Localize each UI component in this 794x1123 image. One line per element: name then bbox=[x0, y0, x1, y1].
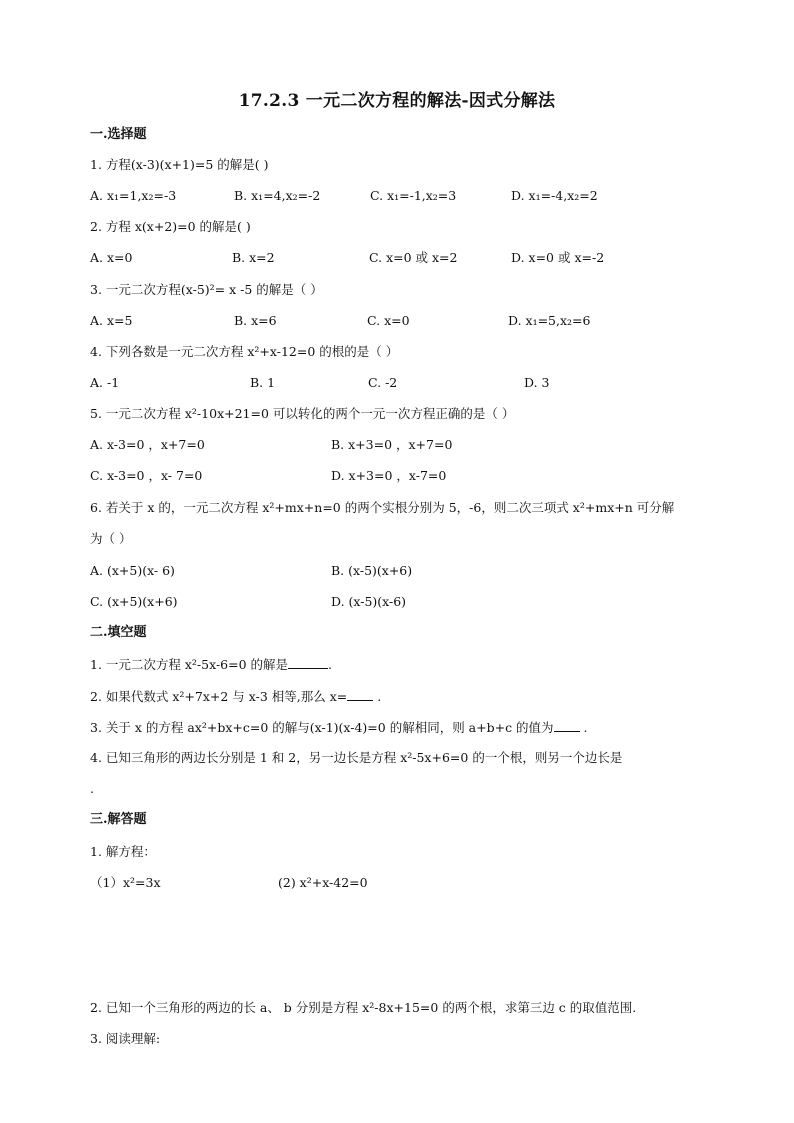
choice-q5-option-c: C. x-3=0 ，x- 7=0 bbox=[90, 468, 203, 483]
fill-q3-blank[interactable] bbox=[554, 719, 580, 732]
choice-q4-option-a: A. -1 bbox=[90, 375, 120, 390]
section-heading-choice: 一.选择题 bbox=[90, 127, 147, 142]
fill-q1-end: . bbox=[328, 657, 333, 672]
fill-q3-end: . bbox=[579, 720, 588, 735]
choice-q6-option-c: C. (x+5)(x+6) bbox=[90, 594, 178, 609]
fill-q4-end: . bbox=[90, 781, 94, 796]
choice-q1-option-a: A. x₁=1,x₂=-3 bbox=[90, 188, 177, 203]
solve-q1-part2: (2) x²+x-42=0 bbox=[278, 875, 368, 890]
choice-q6-stem: 6. 若关于 x 的，一元二次方程 x²+mx+n=0 的两个实根分别为 5，-6，则二次三项式 x²+mx+n 可分解 bbox=[90, 500, 675, 515]
choice-q2-option-b: B. x=2 bbox=[232, 250, 275, 265]
choice-q5-stem: 5. 一元二次方程 x²-10x+21=0 可以转化的两个一元一次方程正确的是（ ） bbox=[90, 406, 515, 421]
choice-q4-option-d: D. 3 bbox=[524, 375, 550, 390]
choice-q1-option-d: D. x₁=-4,x₂=2 bbox=[511, 188, 598, 203]
choice-q5-option-d: D. x+3=0 ，x-7=0 bbox=[331, 468, 447, 483]
solve-q3: 3. 阅读理解: bbox=[90, 1031, 161, 1046]
fill-q1-text: 1. 一元二次方程 x²-5x-6=0 的解是 bbox=[90, 657, 289, 672]
choice-q4-option-c: C. -2 bbox=[368, 375, 398, 390]
choice-q1-stem: 1. 方程(x-3)(x+1)=5 的解是( ) bbox=[90, 157, 269, 172]
choice-q2-option-a: A. x=0 bbox=[90, 250, 133, 265]
page-title: 17.2.3 一元二次方程的解法-因式分解法 bbox=[238, 91, 556, 111]
choice-q4-option-b: B. 1 bbox=[250, 375, 276, 390]
fill-q2 bbox=[90, 688, 381, 705]
choice-q3-option-a: A. x=5 bbox=[90, 313, 133, 328]
choice-q6-option-a: A. (x+5)(x- 6) bbox=[90, 563, 175, 578]
fill-q3-text: 3. 关于 x 的方程 ax²+bx+c=0 的解与(x-1)(x-4)=0 的解相同，则 a+b+c 的值为 bbox=[90, 720, 554, 735]
choice-q1-option-c: C. x₁=-1,x₂=3 bbox=[370, 188, 457, 203]
choice-q6-option-b: B. (x-5)(x+6) bbox=[331, 563, 413, 578]
choice-q3-option-c: C. x=0 bbox=[367, 313, 410, 328]
choice-q3-option-d: D. x₁=5,x₂=6 bbox=[508, 313, 591, 328]
choice-q1-option-b: B. x₁=4,x₂=-2 bbox=[234, 188, 321, 203]
choice-q2-option-c: C. x=0 或 x=2 bbox=[369, 250, 458, 265]
choice-q6-option-d: D. (x-5)(x-6) bbox=[331, 594, 407, 609]
fill-q1 bbox=[90, 656, 332, 673]
choice-q5-option-b: B. x+3=0 ，x+7=0 bbox=[331, 437, 453, 452]
choice-q3-stem: 3. 一元二次方程(x-5)²= x -5 的解是（ ） bbox=[90, 282, 323, 297]
solve-q2: 2. 已知一个三角形的两边的长 a、 b 分别是方程 x²-8x+15=0 的两个根，求第三边 c 的取值范围. bbox=[90, 1000, 637, 1015]
choice-q3-option-b: B. x=6 bbox=[234, 313, 277, 328]
fill-q2-blank[interactable] bbox=[347, 688, 373, 701]
choice-q2-option-d: D. x=0 或 x=-2 bbox=[511, 250, 605, 265]
choice-q4-stem: 4. 下列各数是一元二次方程 x²+x-12=0 的根的是（ ） bbox=[90, 344, 399, 359]
fill-q1-blank[interactable] bbox=[288, 656, 328, 669]
choice-q5-option-a: A. x-3=0 ，x+7=0 bbox=[90, 437, 205, 452]
solve-q1: 1. 解方程： bbox=[90, 844, 156, 859]
solve-q1-part1: （1）x²=3x bbox=[90, 875, 161, 890]
fill-q2-end: . bbox=[373, 689, 382, 704]
fill-q2-text: 2. 如果代数式 x²+7x+2 与 x-3 相等,那么 x= bbox=[90, 689, 348, 704]
choice-q2-stem: 2. 方程 x(x+2)=0 的解是( ) bbox=[90, 219, 251, 234]
section-heading-fill: 二.填空题 bbox=[90, 625, 147, 640]
choice-q6-stem-continued: 为（ ） bbox=[90, 531, 132, 546]
section-heading-solve: 三.解答题 bbox=[90, 812, 147, 827]
fill-q3 bbox=[90, 719, 588, 736]
fill-q4: 4. 已知三角形的两边长分别是 1 和 2，另一边长是方程 x²-5x+6=0 的一个根，则另一个边长是 bbox=[90, 750, 623, 765]
